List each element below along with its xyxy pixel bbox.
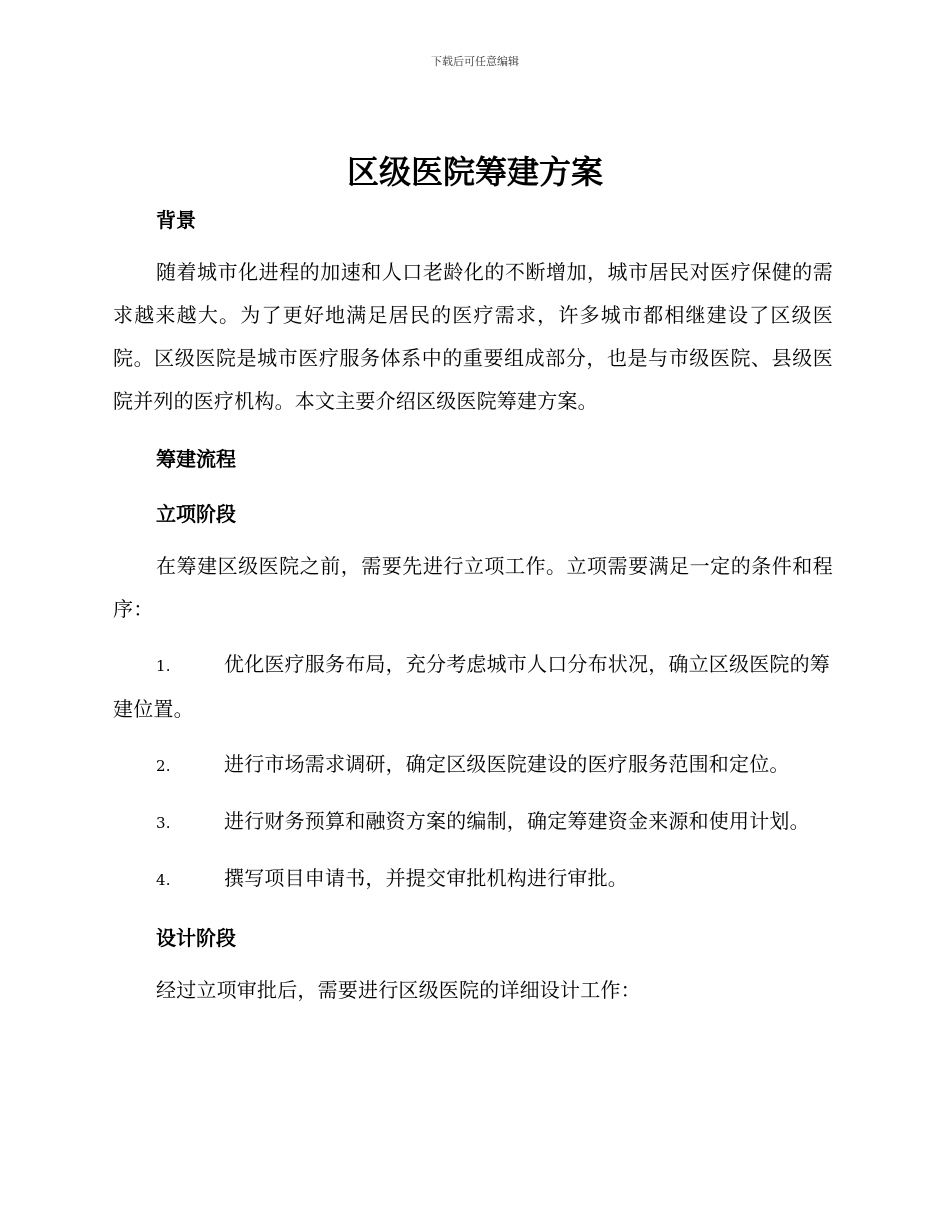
project-paragraph: 在筹建区级医院之前，需要先进行立项工作。立项需要满足一定的条件和程序： xyxy=(113,554,833,621)
list-item xyxy=(113,643,833,731)
list-item-text: 进行市场需求调研，确定区级医院建设的医疗服务范围和定位。 xyxy=(224,752,790,776)
list-item-number: 3. xyxy=(156,814,171,832)
section-heading-design: 设计阶段 xyxy=(156,926,236,950)
document-title: 区级医院筹建方案 xyxy=(346,153,603,191)
list-item-text: 优化医疗服务布局，充分考虑城市人口分布状况，确立区级医院的筹建位置。 xyxy=(113,652,830,721)
list-item-text: 进行财务预算和融资方案的编制，确定筹建资金来源和使用计划。 xyxy=(224,809,810,833)
list-item-number: 1. xyxy=(156,657,171,675)
background-paragraph: 随着城市化进程的加速和人口老龄化的不断增加，城市居民对医疗保健的需求越来越大。为了更好地满足居民的医疗需求，许多城市都相继建设了区级医院。区级医院是城市医疗服务体系中的重要组成部分，也是与市级医院、县级医院并列的医疗机构。本文主要介绍区级医院筹建方案。 xyxy=(113,260,833,413)
list-item xyxy=(113,743,833,788)
section-heading-project: 立项阶段 xyxy=(156,502,236,526)
design-paragraph: 经过立项审批后，需要进行区级医院的详细设计工作： xyxy=(156,978,641,1002)
list-item-number: 4. xyxy=(156,871,171,889)
header-note: 下载后可任意编辑 xyxy=(431,55,519,68)
list-item-number: 2. xyxy=(156,757,171,775)
list-item xyxy=(113,800,833,845)
list-item-text: 撰写项目申请书，并提交审批机构进行审批。 xyxy=(224,866,628,890)
list-item xyxy=(113,857,833,902)
section-heading-background: 背景 xyxy=(156,208,196,232)
document-body xyxy=(113,196,833,1024)
section-heading-process: 筹建流程 xyxy=(156,447,236,471)
